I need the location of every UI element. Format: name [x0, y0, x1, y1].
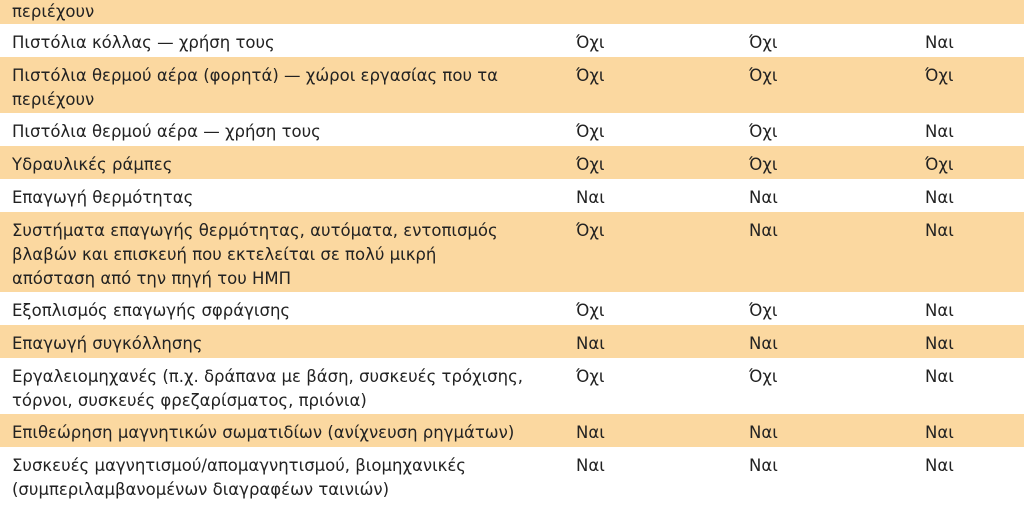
equipment-name — [12, 31, 275, 55]
value-col-2: Όχι — [749, 301, 778, 320]
value-col-2: Ναι — [749, 456, 778, 475]
value-col-3: Ναι — [925, 122, 954, 141]
equipment-name-line: Συσκευές μαγνητισμού/απομαγνητισμού, βιομηχανικές — [12, 456, 466, 475]
value-col-2: Όχι — [749, 367, 778, 386]
equipment-name — [12, 219, 498, 291]
equipment-name — [12, 332, 202, 356]
value-col-2: Όχι — [749, 33, 778, 52]
equipment-name — [12, 454, 466, 502]
table-row — [0, 146, 1024, 179]
table-row — [0, 0, 1024, 24]
value-col-3: Ναι — [925, 33, 954, 52]
equipment-name — [12, 120, 321, 144]
equipment-name-line: Πιστόλια κόλλας — χρήση τους — [12, 33, 275, 52]
table-row — [0, 179, 1024, 212]
value-col-3: Ναι — [925, 301, 954, 320]
table-row — [0, 325, 1024, 358]
value-col-2: Ναι — [749, 188, 778, 207]
value-col-3: Ναι — [925, 456, 954, 475]
equipment-name-line: τόρνοι, συσκευές φρεζαρίσματος, πριόνια) — [12, 391, 367, 410]
value-col-3: Όχι — [925, 155, 954, 174]
value-col-2: Όχι — [749, 122, 778, 141]
equipment-name-line: απόσταση από την πηγή του ΗΜΠ — [12, 269, 292, 288]
equipment-name — [12, 421, 514, 445]
equipment-name-line: Συστήματα επαγωγής θερμότητας, αυτόματα, εντοπισμός — [12, 221, 498, 240]
table-row — [0, 57, 1024, 113]
equipment-name-line: (συμπεριλαμβανομένων διαγραφέων ταινιών) — [12, 480, 390, 499]
equipment-name-line: Πιστόλια θερμού αέρα (φορητά) — χώροι εργασίας που τα — [12, 66, 499, 85]
equipment-name-line: περιέχουν — [12, 2, 95, 21]
value-col-1: Ναι — [576, 456, 605, 475]
value-col-1: Ναι — [576, 423, 605, 442]
equipment-name-line: Εξοπλισμός επαγωγής σφράγισης — [12, 301, 291, 320]
value-col-1: Όχι — [576, 122, 605, 141]
value-col-3: Ναι — [925, 188, 954, 207]
value-col-1: Όχι — [576, 301, 605, 320]
equipment-name-line: βλαβών και επισκευή που εκτελείται σε πολύ μικρή — [12, 245, 437, 264]
table-row — [0, 113, 1024, 146]
value-col-1: Όχι — [576, 155, 605, 174]
equipment-name-line: περιέχουν — [12, 90, 95, 109]
equipment-name-line: Επιθεώρηση μαγνητικών σωματιδίων (ανίχνευση ρηγμάτων) — [12, 423, 515, 442]
value-col-1: Όχι — [576, 66, 605, 85]
value-col-3: Ναι — [925, 221, 954, 240]
value-col-2: Όχι — [749, 155, 778, 174]
value-col-2: Όχι — [749, 66, 778, 85]
value-col-3: Ναι — [925, 423, 954, 442]
equipment-name-line: Επαγωγή συγκόλλησης — [12, 334, 203, 353]
equipment-name-line: Επαγωγή θερμότητας — [12, 188, 194, 207]
value-col-2: Ναι — [749, 334, 778, 353]
equipment-name — [12, 186, 193, 210]
equipment-name-line: Υδραυλικές ράμπες — [12, 155, 173, 174]
value-col-2: Ναι — [749, 423, 778, 442]
value-col-2: Ναι — [749, 221, 778, 240]
equipment-name — [12, 299, 290, 323]
table-row — [0, 292, 1024, 325]
value-col-1: Όχι — [576, 33, 605, 52]
equipment-name-line: Πιστόλια θερμού αέρα — χρήση τους — [12, 122, 321, 141]
value-col-1: Όχι — [576, 221, 605, 240]
value-col-1: Όχι — [576, 367, 605, 386]
value-col-3: Όχι — [925, 66, 954, 85]
equipment-name — [12, 365, 523, 413]
table-row — [0, 447, 1024, 511]
table-row — [0, 24, 1024, 57]
table-row — [0, 212, 1024, 292]
table-row — [0, 414, 1024, 447]
equipment-name — [12, 0, 94, 24]
equipment-name — [12, 64, 498, 112]
table-row — [0, 358, 1024, 414]
value-col-1: Ναι — [576, 188, 605, 207]
equipment-name-line: Εργαλειομηχανές (π.χ. δράπανα με βάση, συσκευές τρόχισης, — [12, 367, 523, 386]
value-col-3: Ναι — [925, 334, 954, 353]
equipment-name — [12, 153, 172, 177]
value-col-3: Ναι — [925, 367, 954, 386]
value-col-1: Ναι — [576, 334, 605, 353]
